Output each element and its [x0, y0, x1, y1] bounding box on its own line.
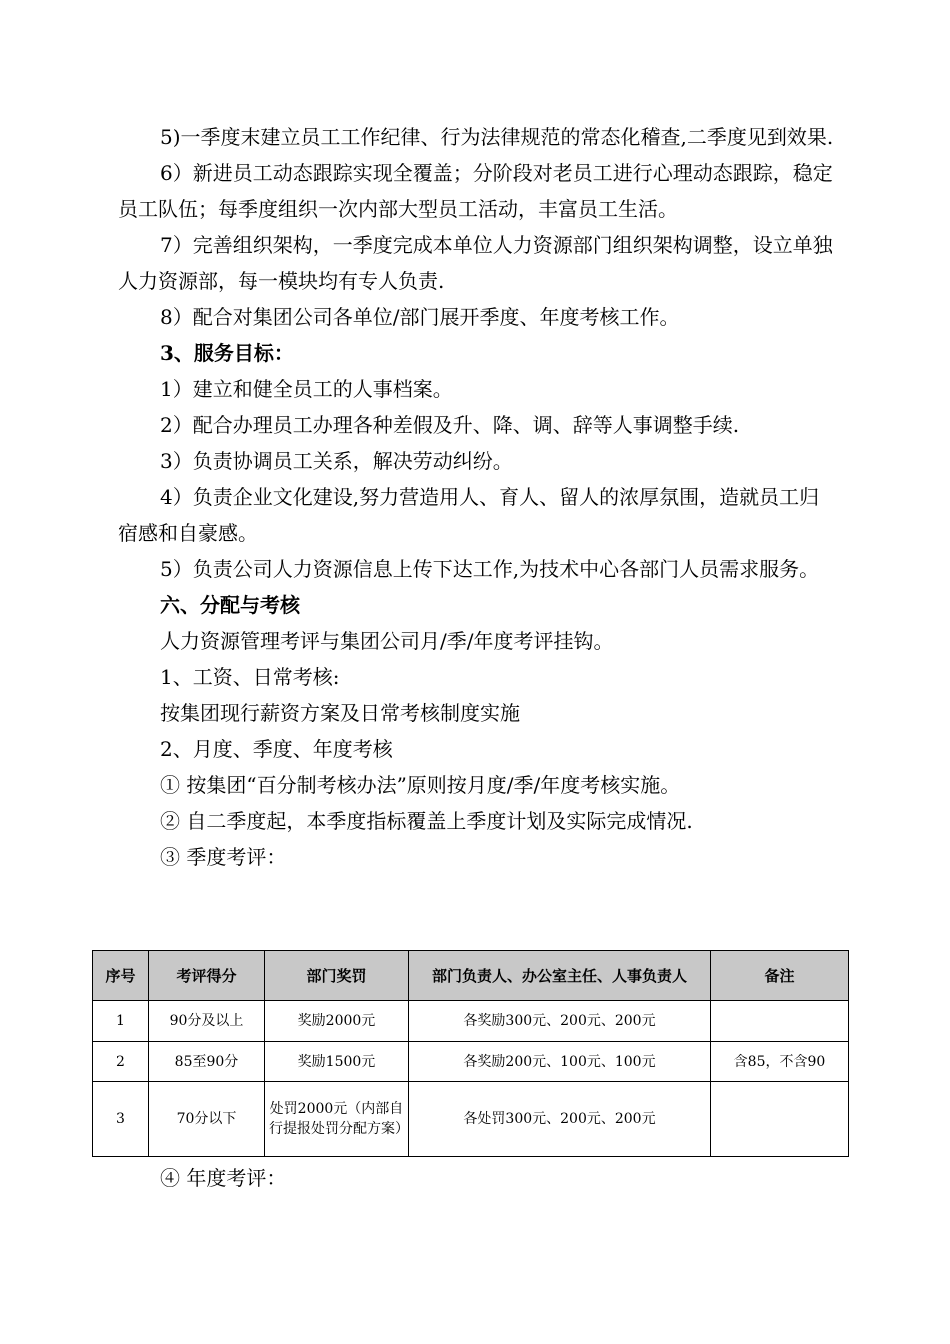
cell-remark: [711, 1001, 849, 1042]
cell-score: 90分及以上: [149, 1001, 265, 1042]
service-item-4: 4）负责企业文化建设,努力营造用人、育人、留人的浓厚氛围，造就员工归宿感和自豪感。: [118, 485, 820, 545]
table-header-row: [93, 951, 849, 1001]
cell-dept-reward: 奖励2000元: [265, 1001, 409, 1042]
cell-score: 70分以下: [149, 1082, 265, 1157]
header-dept-reward: 部门奖罚: [265, 951, 409, 1001]
annual-assessment-heading: ④ 年度考评：: [160, 1166, 287, 1190]
cell-index: 1: [93, 1001, 149, 1042]
header-personnel-reward: 部门负责人、办公室主任、人事负责人: [409, 951, 711, 1001]
cell-index: 3: [93, 1082, 149, 1157]
cell-remark: [711, 1082, 849, 1157]
subheading-salary: 1、工资、日常考核:: [160, 665, 340, 689]
paragraph-item-8: 8）配合对集团公司各单位/部门展开季度、年度考核工作。: [160, 305, 680, 329]
section-heading-service-goals: 3、服务目标：: [160, 341, 294, 365]
cell-remark: 含85，不含90: [711, 1042, 849, 1082]
cell-personnel-reward: 各奖励200元、100元、100元: [409, 1042, 711, 1082]
table-row: [93, 1001, 849, 1042]
quarterly-assessment-table: [92, 950, 849, 1157]
cell-score: 85至90分: [149, 1042, 265, 1082]
header-index: 序号: [93, 951, 149, 1001]
cell-personnel-reward: 各奖励300元、200元、200元: [409, 1001, 711, 1042]
assessment-intro: 人力资源管理考评与集团公司月/季/年度考评挂钩。: [160, 629, 614, 653]
cell-dept-reward: 处罚2000元（内部自行提报处罚分配方案）: [265, 1082, 409, 1157]
document-body: [118, 119, 838, 875]
cell-personnel-reward: 各处罚300元、200元、200元: [409, 1082, 711, 1157]
periodic-item-3: ③ 季度考评：: [160, 845, 287, 869]
service-item-3: 3）负责协调员工关系，解决劳动纠纷。: [160, 449, 513, 473]
service-item-5: 5）负责公司人力资源信息上传下达工作,为技术中心各部门人员需求服务。: [160, 557, 820, 581]
periodic-item-2: ② 自二季度起，本季度指标覆盖上季度计划及实际完成情况.: [160, 809, 693, 833]
section-heading-distribution: 六、分配与考核: [160, 593, 300, 617]
header-remark: 备注: [711, 951, 849, 1001]
header-score: 考评得分: [149, 951, 265, 1001]
subheading-periodic: 2、月度、季度、年度考核: [160, 737, 393, 761]
paragraph-item-5: 5)一季度末建立员工工作纪律、行为法律规范的常态化稽查,二季度见到效果.: [160, 125, 834, 149]
paragraph-item-7: 7）完善组织架构，一季度完成本单位人力资源部门组织架构调整，设立单独人力资源部，每一模块均有专人负责.: [118, 233, 833, 293]
cell-dept-reward: 奖励1500元: [265, 1042, 409, 1082]
paragraph-item-6: 6）新进员工动态跟踪实现全覆盖；分阶段对老员工进行心理动态跟踪，稳定员工队伍；每季度组织一次内部大型员工活动，丰富员工生活。: [118, 161, 833, 221]
table-row: [93, 1042, 849, 1082]
table-row: [93, 1082, 849, 1157]
service-item-1: 1）建立和健全员工的人事档案。: [160, 377, 453, 401]
service-item-2: 2）配合办理员工办理各种差假及升、降、调、辞等人事调整手续.: [160, 413, 740, 437]
salary-text: 按集团现行薪资方案及日常考核制度实施: [160, 701, 520, 725]
periodic-item-1: ① 按集团“百分制考核办法”原则按月度/季/年度考核实施。: [160, 773, 681, 797]
cell-index: 2: [93, 1042, 149, 1082]
